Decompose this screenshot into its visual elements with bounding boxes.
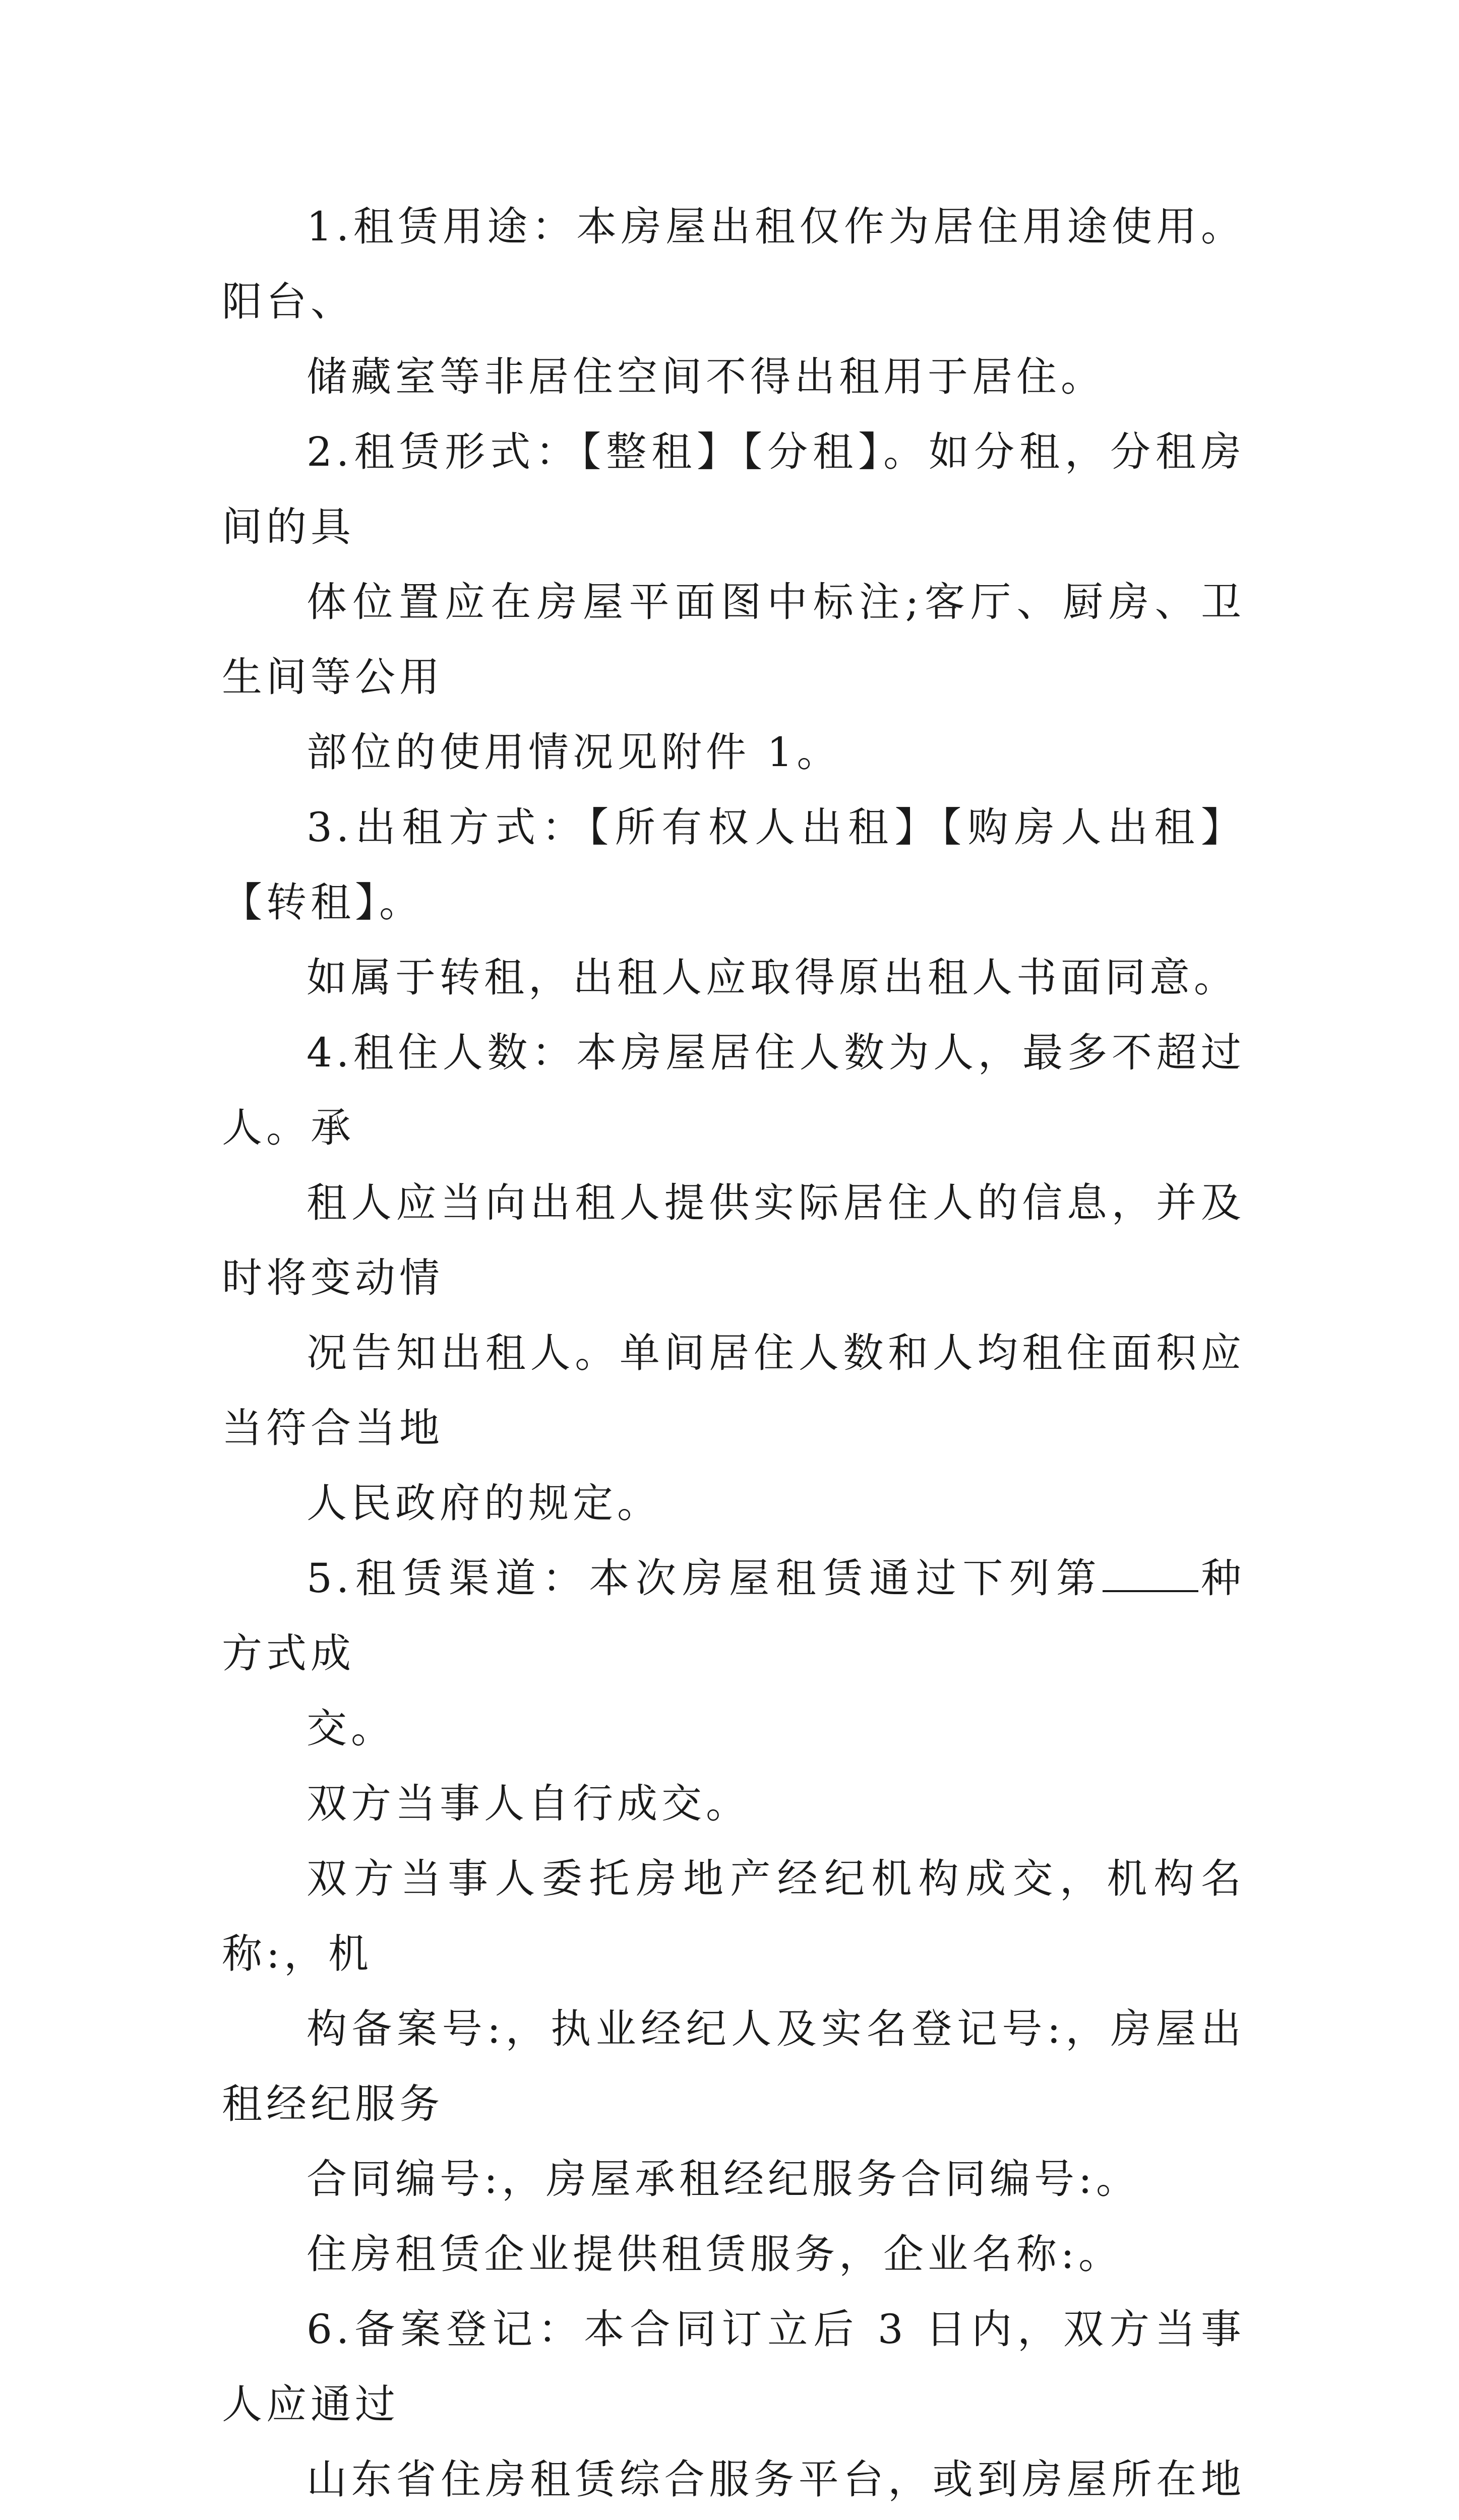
text-line: 住房租赁企业提供租赁服务，企业名称:。 [307,2231,1123,2278]
text-line [222,1541,1245,1691]
paragraph-lease-purpose [222,189,1245,414]
paragraph-registration [222,2292,1245,2520]
paragraph-rental-enterprise [222,2217,1245,2292]
text-line: 如属于转租，出租人应取得原出租人书面同意。 [307,954,1238,1001]
paragraph-lease-channel [222,1541,1245,1766]
text-line: 1.租赁用途：本房屋出租仅作为居住用途使用。阳台、 [222,203,1245,325]
text-line: 人民政府的规定。 [307,1480,661,1527]
paragraph-agency-deal [222,1841,1245,2217]
text-line: 储藏室等非居住空间不得出租用于居住。 [307,353,1105,400]
text-segment: 5.租赁渠道：本次房屋租赁通过下列第 [307,1555,1103,1602]
text-line: 租人应当向出租人提供实际居住人的信息，并及时将变动情 [222,1179,1245,1301]
fill-in-blank[interactable] [1103,1557,1198,1592]
document-body [222,189,1245,2520]
text-line: 2.租赁形式：【整租】【分租】。如分租，分租房间的具 [222,428,1245,550]
paragraph-rental-method [222,790,1245,1015]
text-line: 4.租住人数：本房屋居住人数为人，最多不超过人。承 [222,1029,1245,1151]
text-line: 双方当事人委托房地产经纪机构成交，机构名称:，机 [222,1855,1245,1977]
text-segment: 种方式成 [222,1555,1246,1677]
text-line: 3.出租方式：【所有权人出租】【购房人出租】【转租】。 [222,804,1245,926]
text-line: 部位的使用情况见附件 1。 [307,729,841,776]
text-line: 双方当事人自行成交。 [307,1780,750,1827]
text-line: 况告知出租人。单间居住人数和人均租住面积应当符合当地 [222,1330,1245,1452]
text-line: 体位置应在房屋平面图中标注;客厅、厨房、卫生间等公用 [222,579,1245,701]
paragraph-lease-form [222,414,1245,790]
paragraph-occupants [222,1015,1245,1541]
text-line: 山东省住房租赁综合服务平台，或到房屋所在地 [307,2456,1245,2503]
paragraph-self-deal [222,1766,1245,1841]
text-line: 6.备案登记：本合同订立后 3 日内，双方当事人应通过 [222,2306,1245,2428]
text-line: 交。 [307,1705,395,1752]
text-line: 合同编号:，房屋承租经纪服务合同编号:。 [307,2156,1140,2202]
text-line: 构备案号:，执业经纪人及实名登记号:，房屋出租经纪服务 [222,2005,1245,2127]
